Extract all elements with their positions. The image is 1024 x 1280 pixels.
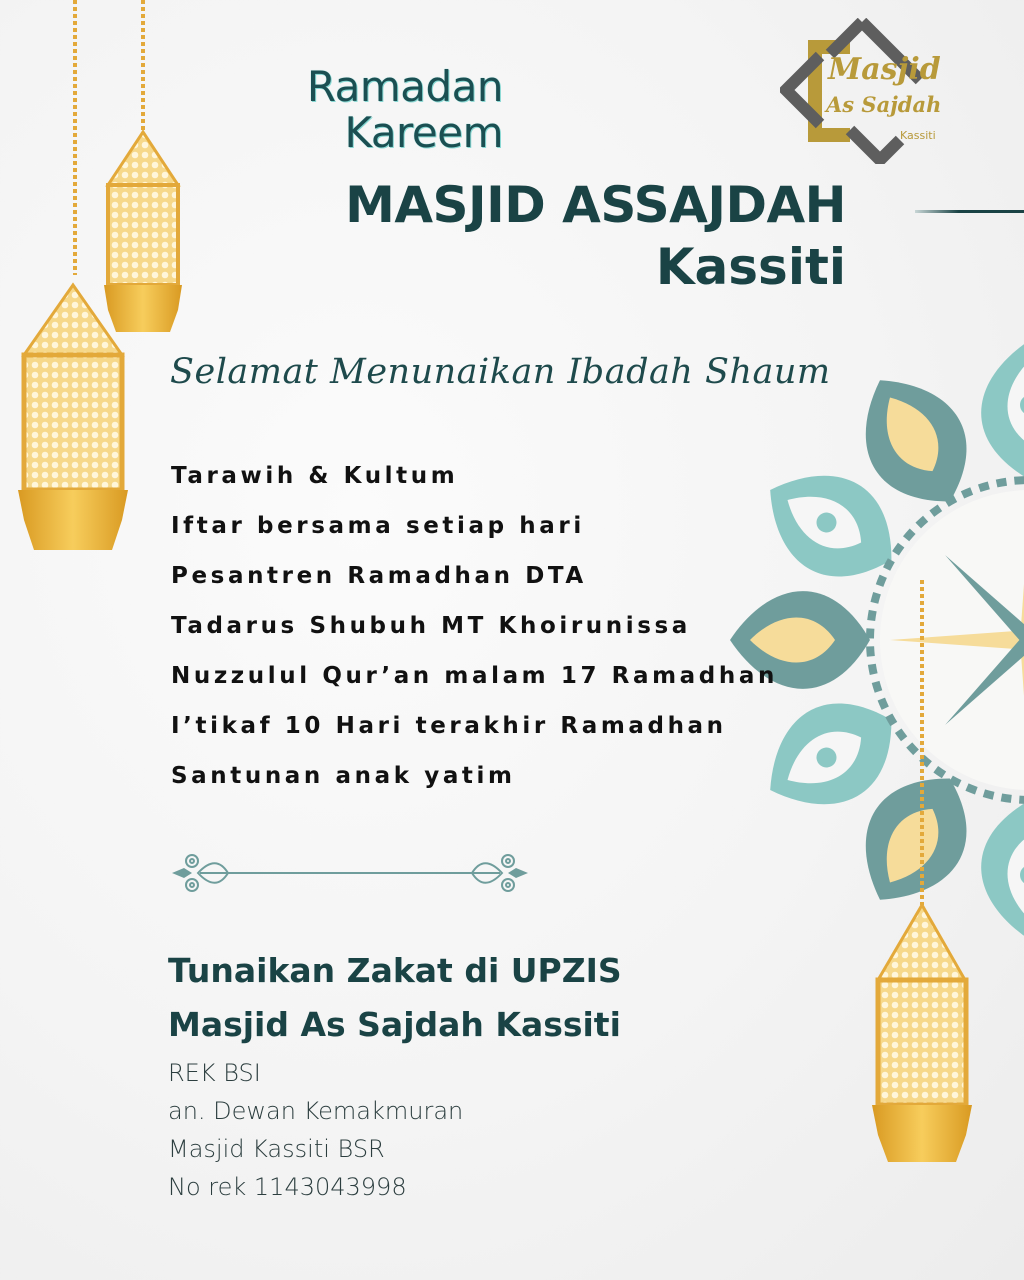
logo-text-as-sajdah: As Sajdah	[826, 92, 942, 117]
lantern-icon	[0, 0, 200, 560]
scroll-divider-icon	[170, 850, 530, 896]
greeting-heading	[283, 64, 503, 156]
bank-name: REK BSI	[168, 1059, 261, 1087]
zakat-heading	[168, 944, 768, 1052]
zakat-heading-line-2: Masjid As Sajdah Kassiti	[168, 1005, 621, 1044]
accent-line	[915, 210, 1024, 213]
zakat-heading-line-1: Tunaikan Zakat di UPZIS	[168, 951, 622, 990]
list-item: Nuzzulul Qur’an malam 17 Ramadhan	[171, 663, 778, 689]
greeting-line-1: Ramadan	[306, 62, 503, 111]
tagline: Selamat Menunaikan Ibadah Shaum	[170, 352, 831, 392]
page-title: MASJID ASSAJDAH	[345, 176, 846, 234]
lantern-icon	[860, 580, 990, 1170]
account-holder-2: Masjid Kassiti BSR	[168, 1135, 385, 1163]
logo-text-masjid: Masjid	[828, 52, 941, 87]
account-holder: an. Dewan Kemakmuran	[168, 1097, 464, 1125]
list-item: Tadarus Shubuh MT Khoirunissa	[171, 613, 691, 639]
activities-list	[171, 458, 851, 808]
list-item: Santunan anak yatim	[171, 763, 516, 789]
page-subtitle: Kassiti	[655, 238, 846, 296]
account-number: No rek 1143043998	[168, 1173, 407, 1201]
list-item: Tarawih & Kultum	[171, 463, 459, 489]
list-item: Pesantren Ramadhan DTA	[171, 563, 587, 589]
bank-details	[168, 1054, 668, 1206]
list-item: I’tikaf 10 Hari terakhir Ramadhan	[171, 713, 727, 739]
list-item: Iftar bersama setiap hari	[171, 513, 585, 539]
greeting-line-2: Kareem	[344, 108, 503, 157]
masjid-logo-icon	[780, 18, 950, 164]
logo-text-kassiti: Kassiti	[900, 129, 936, 142]
